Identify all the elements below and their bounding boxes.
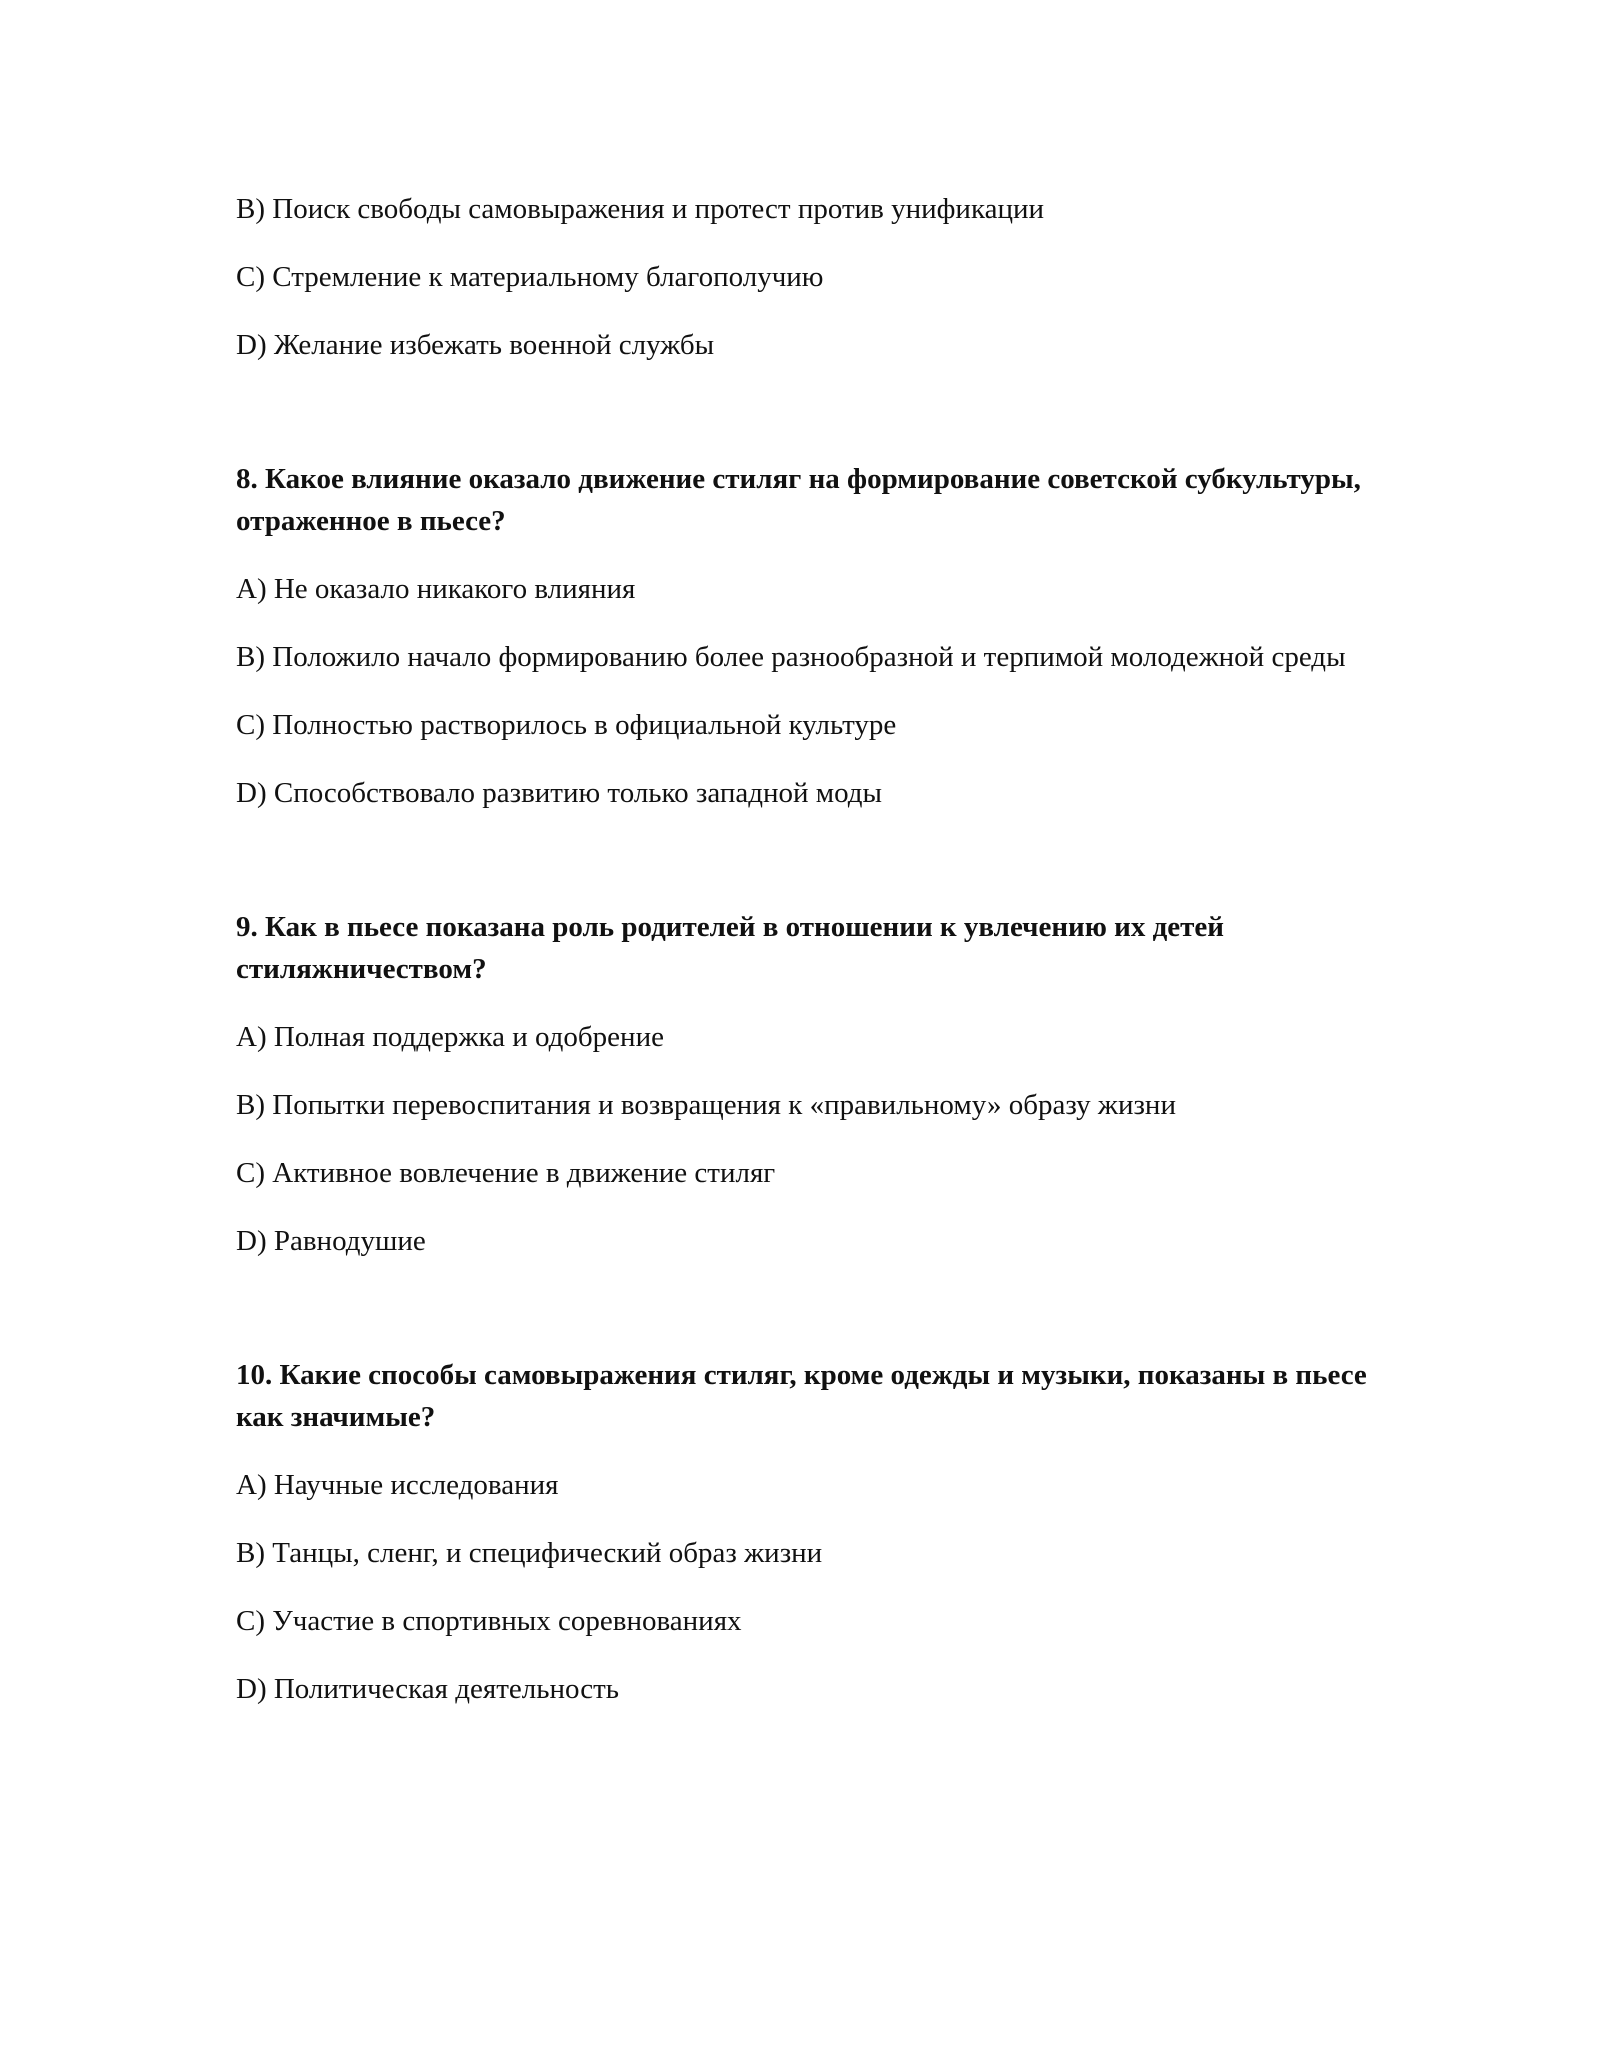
- question-7-options: [236, 188, 1386, 366]
- section-gap: [236, 1288, 1386, 1354]
- answer-option-10b: B) Танцы, сленг, и специфический образ жизни: [236, 1537, 823, 1569]
- section-gap: [236, 840, 1386, 906]
- question-8: [236, 458, 1386, 814]
- answer-option-9a: A) Полная поддержка и одобрение: [236, 1021, 664, 1053]
- answer-option-8a: A) Не оказало никакого влияния: [236, 573, 636, 605]
- document-content: [236, 188, 1386, 1736]
- answer-option-8d: D) Способствовало развитию только западной моды: [236, 777, 883, 809]
- section-gap: [236, 392, 1386, 458]
- question-9-title: 9. Как в пьесе показана роль родителей в отношении к увлечению их детей стиляжничеством?: [236, 911, 1224, 985]
- answer-option-9c: C) Активное вовлечение в движение стиляг: [236, 1157, 776, 1189]
- question-10-title: 10. Какие способы самовыражения стиляг, кроме одежды и музыки, показаны в пьесе как значимые?: [236, 1359, 1367, 1433]
- answer-option-7d: D) Желание избежать военной службы: [236, 329, 715, 361]
- answer-option-7b: B) Поиск свободы самовыражения и протест против унификации: [236, 193, 1045, 225]
- answer-option-8b: B) Положило начало формированию более разнообразной и терпимой молодежной среды: [236, 641, 1346, 673]
- answer-option-10c: C) Участие в спортивных соревнованиях: [236, 1605, 742, 1637]
- answer-option-10d: D) Политическая деятельность: [236, 1673, 619, 1705]
- question-10: [236, 1354, 1386, 1710]
- answer-option-9d: D) Равнодушие: [236, 1225, 426, 1257]
- answer-option-9b: B) Попытки перевоспитания и возвращения к «правильному» образу жизни: [236, 1089, 1176, 1121]
- answer-option-8c: C) Полностью растворилось в официальной культуре: [236, 709, 897, 741]
- question-9: [236, 906, 1386, 1262]
- answer-option-7c: C) Стремление к материальному благополучию: [236, 261, 824, 293]
- question-8-title: 8. Какое влияние оказало движение стиляг на формирование советской субкультуры, отраженное в пьесе?: [236, 463, 1361, 537]
- answer-option-10a: A) Научные исследования: [236, 1469, 559, 1501]
